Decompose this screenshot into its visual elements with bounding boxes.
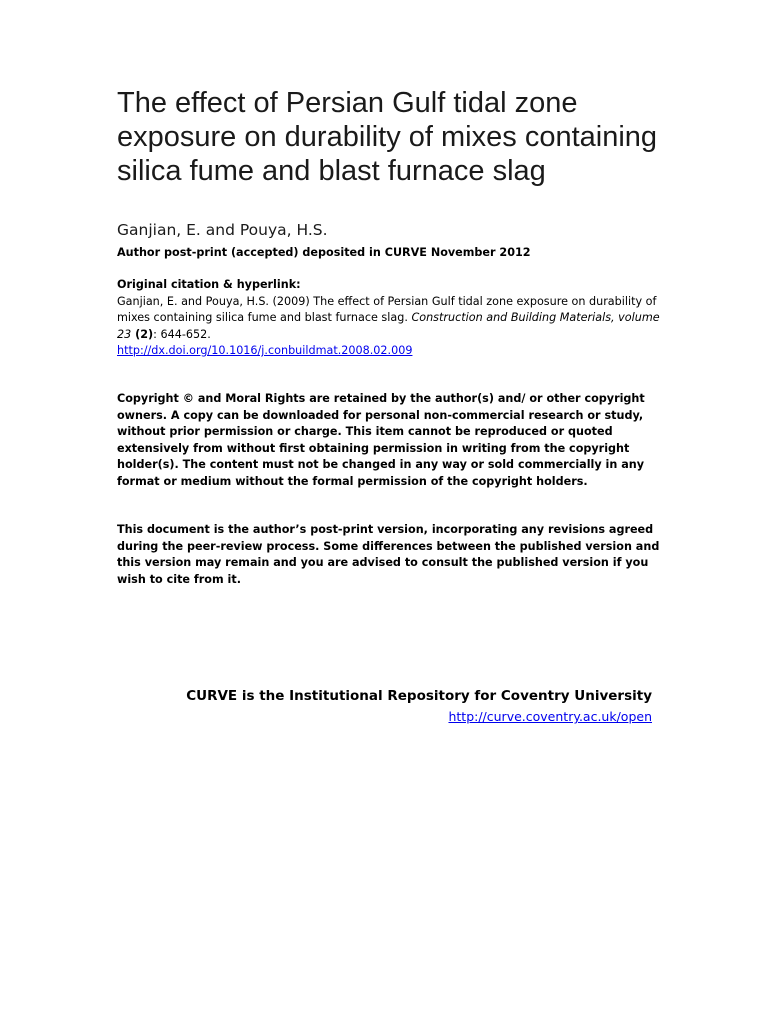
citation-issue: (2) — [131, 327, 154, 341]
citation-block — [117, 277, 677, 360]
document-authors: Ganjian, E. and Pouya, H.S. — [117, 221, 328, 239]
citation-journal: Construction and Building Materials, volume 23 — [117, 311, 660, 341]
citation-text: Ganjian, E. and Pouya, H.S. (2009) The effect of Persian Gulf tidal zone exposure on durability of mixes containing silica fume and blast furnace slag. — [117, 294, 657, 324]
repository-link[interactable]: http://curve.coventry.ac.uk/open — [448, 709, 652, 724]
copyright-notice: Copyright © and Moral Rights are retained by the author(s) and/ or other copyright owners. A copy can be downloaded for personal non-commercial research or study, without prior permission or charge. This item cannot be reproduced or quoted extensively from without first obtaining permission in writing from the copyright holder(s). The content must not be changed in any way or sold commercially in any format or medium without the formal permission of the copyright holders. — [117, 392, 645, 488]
citation-heading: Original citation & hyperlink: — [117, 278, 301, 291]
repository-footer — [186, 687, 652, 726]
postprint-statement: This document is the author’s post-print version, incorporating any revisions agreed during the peer-review process. Some differences between the published version and this version may remain and you are advised to consult the published version if you wish to cite from it. — [117, 523, 660, 586]
repository-text: CURVE is the Institutional Repository for Coventry University — [186, 688, 652, 704]
citation-pages: : 644-652. — [153, 327, 211, 341]
doi-link[interactable]: http://dx.doi.org/10.1016/j.conbuildmat.2008.02.009 — [117, 344, 413, 357]
postprint-deposit-note: Author post-print (accepted) deposited in CURVE November 2012 — [117, 246, 531, 259]
document-title: The effect of Persian Gulf tidal zone exposure on durability of mixes containing silica fume and blast furnace slag — [117, 87, 658, 187]
